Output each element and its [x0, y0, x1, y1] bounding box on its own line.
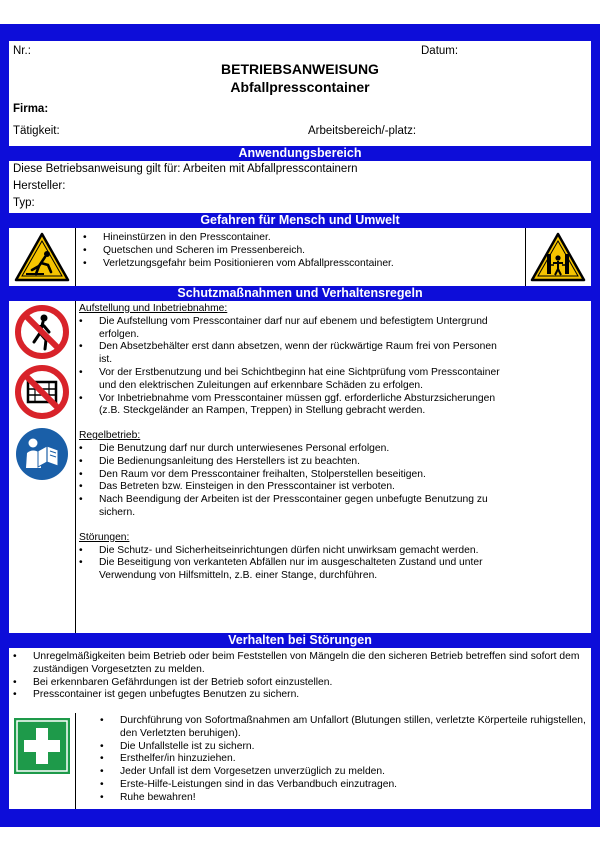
unfaelle-list	[100, 715, 586, 805]
notruf-label: Notruf 112	[306, 698, 368, 712]
list-item: • Nach Beendigung der Arbeiten ist der Presscontainer gegen unbefugte Benutzung zu sichern.	[79, 494, 509, 520]
datum-label: Datum:	[421, 45, 459, 57]
firma-label: Firma:	[13, 103, 49, 115]
list-item: • Den Absetzbehälter erst dann absetzen, wenn der rückwärtige Raum frei von Personen ist.	[79, 341, 509, 367]
stoerungen-heading: Störungen:	[79, 531, 130, 543]
list-item: • Das Betreten bzw. Einsteigen in den Presscontainer ist verboten.	[79, 481, 509, 494]
list-item: • Ersthelfer/in hinzuziehen.	[100, 753, 586, 766]
first-aid-icon	[14, 718, 70, 774]
list-item: • Presscontainer ist gegen unbefugtes Benutzen zu sichern.	[13, 689, 587, 702]
no-pedestrians-icon	[14, 304, 70, 360]
section-heading-verhalten-stoerungen: Verhalten bei Störungen	[9, 633, 591, 648]
list-item: • Erste-Hilfe-Leistungen sind in das Verbandbuch einzutragen.	[100, 779, 586, 792]
list-item: • Die Aufstellung vom Presscontainer darf nur auf ebenem und befestigtem Untergrund erfolgen.	[79, 316, 509, 342]
aufstellung-list	[79, 316, 509, 418]
section-heading-anwendungsbereich: Anwendungsbereich	[9, 146, 591, 161]
warning-crush-icon	[530, 232, 586, 282]
list-item: • Die Bedienungsanleitung des Herstellers ist zu beachten.	[79, 456, 509, 469]
list-item: • Die Schutz- und Sicherheitseinrichtungen dürfen nicht unwirksam gemacht werden.	[79, 545, 509, 558]
document-subtitle: Abfallpresscontainer	[230, 79, 370, 95]
document-sheet	[9, 41, 591, 809]
ersthelfer-label: Ersthelfer/in	[429, 698, 502, 712]
section-heading-schutzmassnahmen: Schutzmaßnahmen und Verhaltensregeln	[9, 286, 591, 301]
arbeitsbereich-label: Arbeitsbereich/-platz:	[308, 125, 417, 137]
document-title: BETRIEBSANWEISUNG	[221, 61, 379, 77]
verhalten-stoerungen-list	[13, 651, 587, 702]
warning-fall-icon	[14, 232, 70, 282]
list-item: • Jeder Unfall ist dem Vorgesetzen unverzüglich zu melden.	[100, 766, 586, 779]
document-frame	[0, 24, 600, 827]
list-item: • Unregelmäßigkeiten beim Betrieb oder beim Feststellen von Mängeln die den sicheren Betrieb betreffen sind sofort dem zuständigen Vorgesetzten zu melden.	[13, 651, 587, 677]
anwendung-line-2: Hersteller:	[13, 180, 66, 192]
list-item: • Verletzungsgefahr beim Positionieren vom Abfallpresscontainer.	[83, 258, 523, 271]
list-item: • Bei erkennbaren Gefährdungen ist der Betrieb sofort einzustellen.	[13, 677, 587, 690]
list-item: • Quetschen und Scheren im Pressenbereich.	[83, 245, 523, 258]
no-climbing-icon	[14, 364, 70, 420]
unfaelle-heading: Verhalten bei Unfällen	[102, 698, 233, 712]
stoerungen-list	[79, 545, 509, 583]
nr-label: Nr.:	[13, 45, 31, 57]
list-item: • Vor Inbetriebnahme vom Presscontainer müssen ggf. erforderliche Absturzsicherungen (z.B. Steckgeländer an Rampen, Treppen) in Stellung gebracht werden.	[79, 393, 509, 419]
section-heading-gefahren: Gefahren für Mensch und Umwelt	[9, 213, 591, 228]
aufstellung-heading: Aufstellung und Inbetriebnahme:	[79, 303, 228, 314]
list-item: • Ruhe bewahren!	[100, 792, 586, 805]
list-item: • Hineinstürzen in den Presscontainer.	[83, 232, 523, 245]
taetigkeit-label: Tätigkeit:	[13, 125, 60, 137]
list-item: • Die Benutzung darf nur durch unterwiesenes Personal erfolgen.	[79, 443, 509, 456]
list-item: • Durchführung von Sofortmaßnahmen am Unfallort (Blutungen stillen, verletzte Körperteile ruhigstellen, den Verletzten beruhigen).	[100, 715, 586, 741]
regelbetrieb-list	[79, 443, 509, 520]
regelbetrieb-heading: Regelbetrieb:	[79, 430, 141, 442]
list-item: • Den Raum vor dem Presscontainer freihalten, Stolperstellen beseitigen.	[79, 469, 509, 482]
list-item: • Vor der Erstbenutzung und bei Schichtbeginn hat eine Sichtprüfung vom Presscontainer und den elektrischen Zuleitungen auf erkennbare Schäden zu erfolgen.	[79, 367, 509, 393]
anwendung-line-3: Typ:	[13, 197, 35, 209]
list-item: • Die Unfallstelle ist zu sichern.	[100, 741, 586, 754]
list-item: • Die Beseitigung von verkanteten Abfällen nur im ausgeschalteten Zustand und unter Verwendung von Hilfsmitteln, z.B. einer Stange, durchführen.	[79, 557, 509, 583]
gefahren-list	[83, 232, 523, 270]
schutz-content	[79, 303, 587, 583]
anwendung-line-1: Diese Betriebsanweisung gilt für: Arbeiten mit Abfallpresscontainern	[13, 163, 358, 175]
read-manual-icon	[14, 426, 70, 482]
